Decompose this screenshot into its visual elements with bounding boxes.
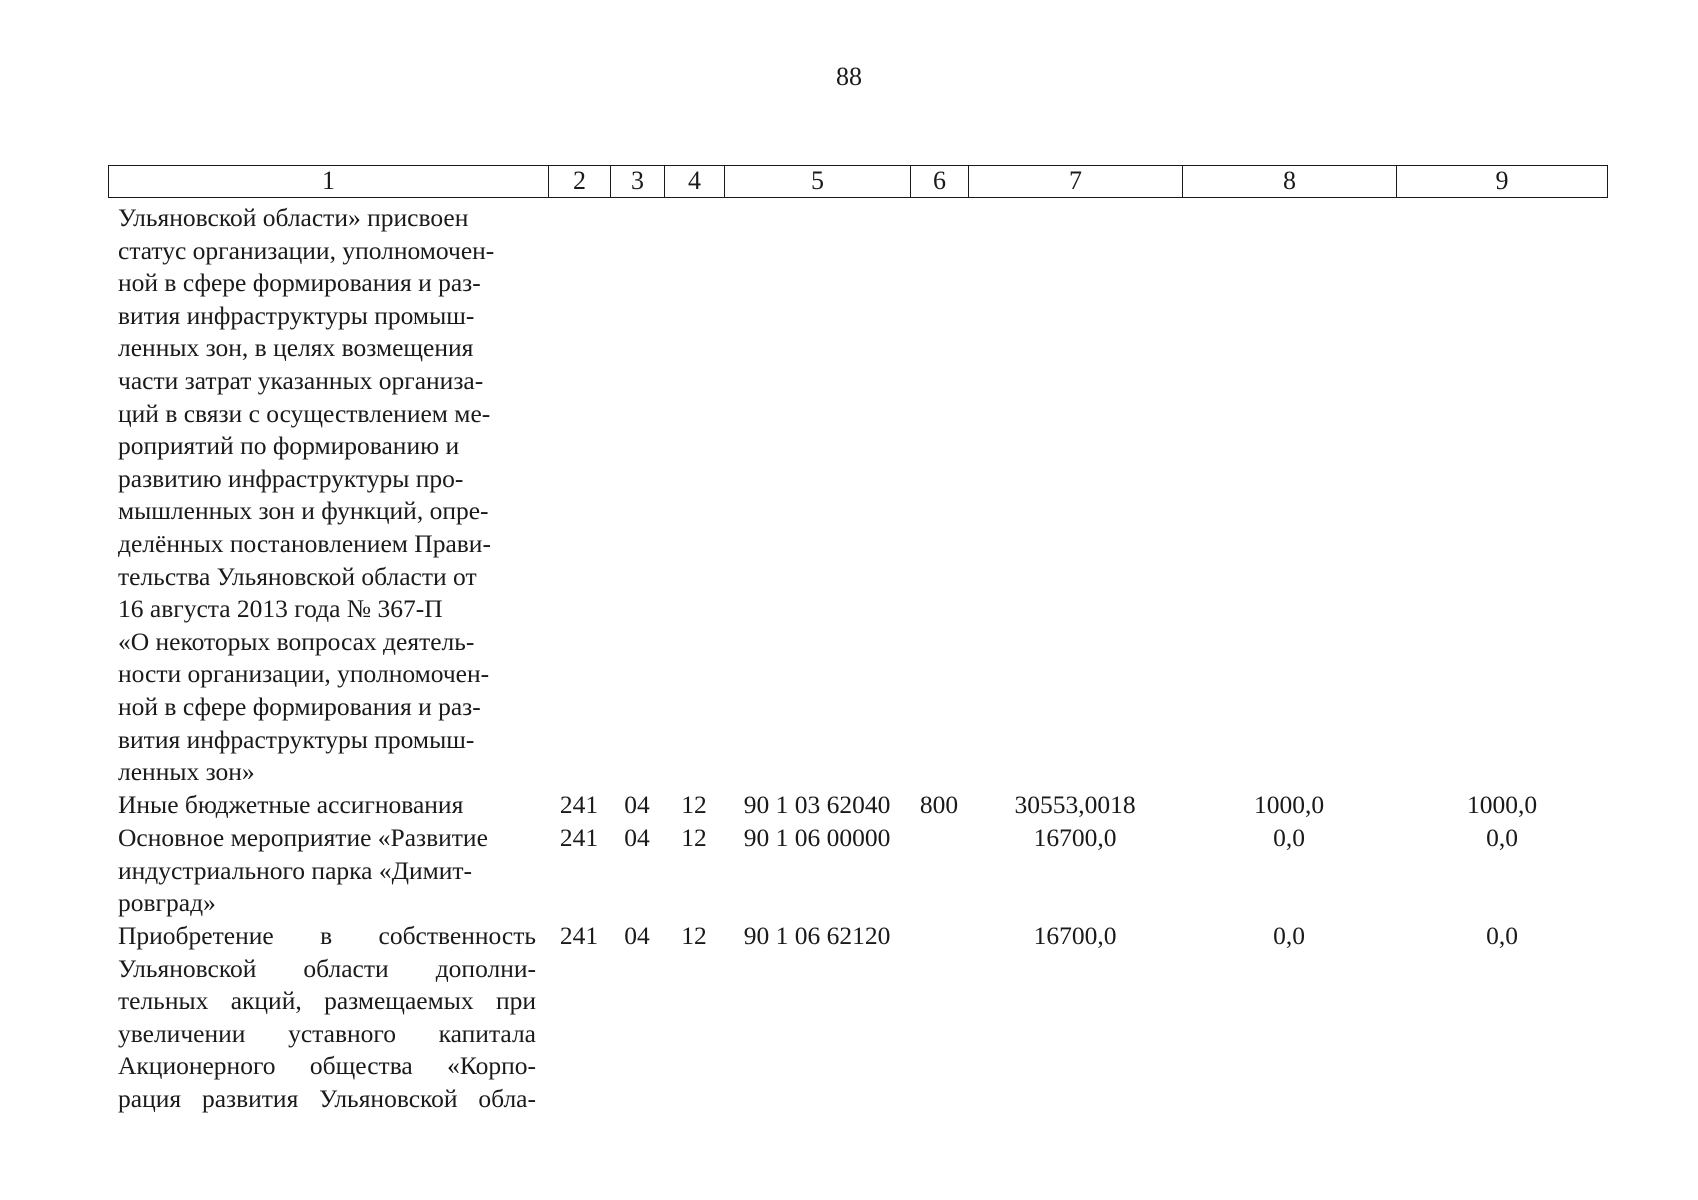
- row-description-line: ности организации, уполномочен-: [118, 659, 490, 689]
- row-description-line: Основное мероприятие «Развитие: [118, 823, 488, 852]
- cell-col4: 12: [681, 921, 707, 950]
- row-description-line: тельных акций, размещаемых при: [118, 986, 536, 1016]
- cell-col2: 241: [559, 921, 599, 950]
- header-cell-1: 1: [109, 166, 549, 197]
- cell-col5: 90 1 06 62120: [743, 921, 891, 950]
- row-description-line: развитию инфраструктуры про-: [118, 463, 464, 493]
- row-description-line: части затрат указанных организа-: [118, 365, 484, 395]
- cell-col8: 0,0: [1273, 823, 1305, 852]
- row-description-line: 16 августа 2013 года № 367-П: [118, 594, 443, 624]
- row-description-line: статус организации, уполномочен-: [118, 235, 495, 265]
- cell-col5: 90 1 03 62040: [743, 790, 891, 819]
- row-description-line: ленных зон, в целях возмещения: [118, 333, 474, 363]
- row-description-line: Акционерного общества «Корпо-: [118, 1051, 536, 1081]
- cell-col4: 12: [681, 790, 707, 819]
- row-description-line: вития инфраструктуры промыш-: [118, 300, 475, 330]
- row-description-line: «О некоторых вопросах деятель-: [118, 626, 475, 656]
- cell-col3: 04: [624, 790, 650, 819]
- row-description-line: роприятий по формированию и: [118, 431, 460, 461]
- header-cell-4: 4: [665, 166, 725, 197]
- row-description-line: Иные бюджетные ассигнования: [118, 790, 464, 819]
- row-description-line: ций в связи с осуществлением ме-: [118, 398, 491, 428]
- row-description: [118, 789, 536, 822]
- cell-col3: 04: [624, 921, 650, 950]
- cell-col7: 16700,0: [1033, 921, 1117, 950]
- header-cell-6: 6: [911, 166, 969, 197]
- row-description-line: ной в сфере формирования и раз-: [118, 691, 481, 721]
- cell-col4: 12: [681, 823, 707, 852]
- row-description: [118, 202, 536, 789]
- table-header-row: [108, 165, 1608, 198]
- cell-col9: 1000,0: [1466, 790, 1538, 819]
- cell-col3: 04: [624, 823, 650, 852]
- row-description-line: рация развития Ульяновской обла-: [118, 1083, 536, 1113]
- row-description-line: увеличении уставного капитала: [118, 1018, 536, 1048]
- row-description-line: Приобретение в собственность: [118, 921, 536, 950]
- page-number: 88: [836, 62, 862, 91]
- row-description-line: Ульяновской области» присвоен: [118, 203, 469, 232]
- cell-col2: 241: [559, 790, 599, 819]
- header-cell-5: 5: [725, 166, 911, 197]
- row-description-line: мышленных зон и функций, опре-: [118, 496, 489, 526]
- cell-col7: 30553,0018: [1014, 790, 1136, 819]
- row-description-line: Ульяновской области дополни-: [118, 953, 536, 983]
- cell-col7: 16700,0: [1033, 823, 1117, 852]
- cell-col2: 241: [559, 823, 599, 852]
- row-description: [118, 920, 536, 1116]
- cell-col6: 800: [919, 790, 959, 819]
- header-cell-9: 9: [1495, 166, 1509, 195]
- row-description-line: ной в сфере формирования и раз-: [118, 268, 481, 298]
- row-description-line: делённых постановлением Прави-: [118, 528, 491, 558]
- header-cell-7: 7: [969, 166, 1183, 197]
- cell-col8: 1000,0: [1253, 790, 1325, 819]
- row-description-line: ровград»: [118, 888, 216, 918]
- header-cell-8: 8: [1183, 166, 1397, 197]
- header-cell-2: 2: [549, 166, 611, 197]
- row-description: [118, 822, 536, 920]
- header-cell-3: 3: [611, 166, 665, 197]
- cell-col9: 0,0: [1486, 921, 1518, 950]
- cell-col5: 90 1 06 00000: [743, 823, 891, 852]
- row-description-line: ленных зон»: [118, 757, 255, 787]
- row-description-line: индустриального парка «Димит-: [118, 855, 473, 885]
- cell-col8: 0,0: [1273, 921, 1305, 950]
- cell-col9: 0,0: [1486, 823, 1518, 852]
- row-description-line: вития инфраструктуры промыш-: [118, 724, 475, 754]
- row-description-line: тельства Ульяновской области от: [118, 561, 477, 591]
